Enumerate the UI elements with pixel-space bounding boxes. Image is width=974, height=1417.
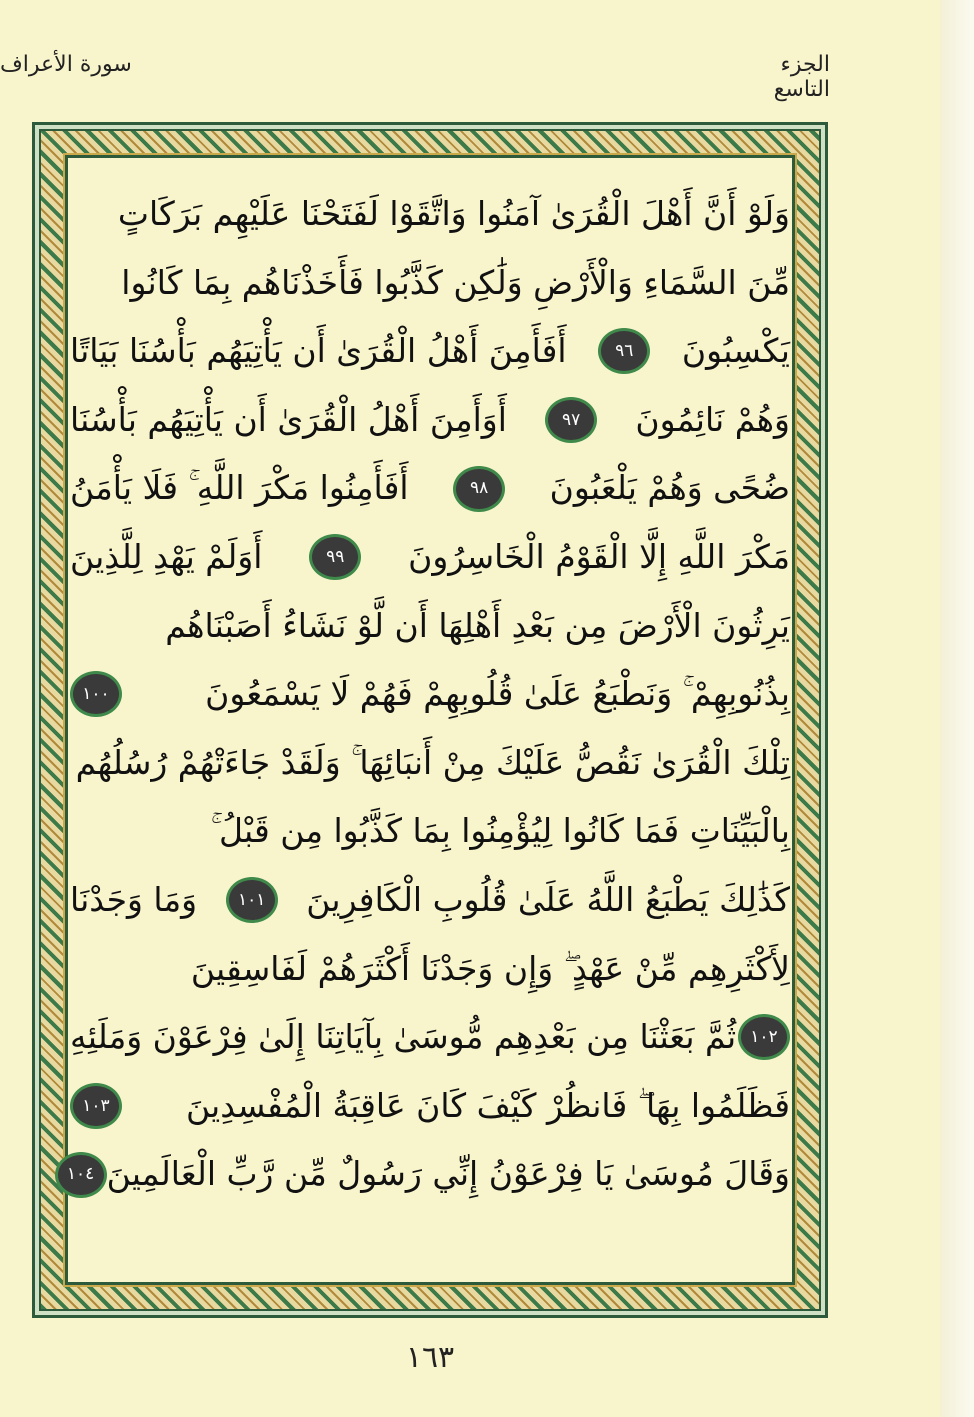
verse-text: أَوَأَمِنَ أَهْلُ الْقُرَىٰ أَن يَأْتِيَهُم بَأْسُنَا <box>70 399 507 439</box>
page-number: ١٦٣ <box>405 1340 455 1375</box>
text-line <box>70 729 790 798</box>
verse-text: يَكْسِبُونَ <box>681 331 790 371</box>
verse-text: وَمَا وَجَدْنَا <box>70 879 198 919</box>
ayah-number-marker: ٩٨ <box>453 466 505 512</box>
text-line <box>66 1140 790 1209</box>
verse-text: بِذُنُوبِهِمْ ۚ وَنَطْبَعُ عَلَىٰ قُلُوبِهِمْ فَهُمْ لَا يَسْمَعُونَ <box>205 674 790 714</box>
text-line <box>70 249 790 318</box>
text-line <box>70 660 790 729</box>
text-line <box>70 523 790 592</box>
verse-text: أَفَأَمِنُوا مَكْرَ اللَّهِ ۚ فَلَا يَأْمَنُ <box>70 468 409 508</box>
surah-header: سورة الأعراف <box>0 52 132 77</box>
ayah-number-marker: ٩٦ <box>598 328 650 374</box>
verse-text: يَرِثُونَ الْأَرْضَ مِن بَعْدِ أَهْلِهَا أَن لَّوْ نَشَاءُ أَصَبْنَاهُم <box>165 605 790 645</box>
ayah-number-marker: ١٠٠ <box>70 671 122 717</box>
text-line <box>70 866 790 935</box>
verse-text: أَوَلَمْ يَهْدِ لِلَّذِينَ <box>70 536 263 576</box>
text-line <box>70 1003 790 1072</box>
verse-text: أَفَأَمِنَ أَهْلُ الْقُرَىٰ أَن يَأْتِيَهُم بَأْسُنَا بَيَاتًا <box>70 331 567 371</box>
verse-text: كَذَٰلِكَ يَطْبَعُ اللَّهُ عَلَىٰ قُلُوبِ الْكَافِرِينَ <box>306 879 790 919</box>
page-edge <box>940 0 974 1417</box>
text-line <box>70 317 790 386</box>
verse-text: فَظَلَمُوا بِهَا ۖ فَانظُرْ كَيْفَ كَانَ عَاقِبَةُ الْمُفْسِدِينَ <box>185 1085 790 1125</box>
verse-text: ثُمَّ بَعَثْنَا مِن بَعْدِهِم مُّوسَىٰ بِآيَاتِنَا إِلَىٰ فِرْعَوْنَ وَمَلَئِهِ <box>70 1017 737 1057</box>
juz-header: الجزء التاسع <box>773 52 830 102</box>
verse-text: مِّنَ السَّمَاءِ وَالْأَرْضِ وَلَٰكِن كَذَّبُوا فَأَخَذْنَاهُم بِمَا كَانُوا <box>121 262 790 302</box>
verse-text: وَهُمْ نَائِمُونَ <box>635 399 790 439</box>
verse-text: ضُحًى وَهُمْ يَلْعَبُونَ <box>549 468 790 508</box>
text-line <box>70 1072 790 1141</box>
text-line <box>70 386 790 455</box>
ayah-number-marker: ١٠١ <box>226 877 278 923</box>
verse-text: وَقَالَ مُوسَىٰ يَا فِرْعَوْنُ إِنِّي رَسُولٌ مِّن رَّبِّ الْعَالَمِينَ <box>106 1154 790 1194</box>
text-line <box>70 797 790 866</box>
text-line <box>70 454 790 523</box>
ayah-number-marker: ١٠٤ <box>55 1152 107 1198</box>
text-line <box>70 935 790 1004</box>
verse-text: تِلْكَ الْقُرَىٰ نَقُصُّ عَلَيْكَ مِنْ أَنبَائِهَا ۚ وَلَقَدْ جَاءَتْهُمْ رُسُلُهُم <box>75 742 790 782</box>
quran-text <box>66 180 790 1209</box>
verse-text: وَلَوْ أَنَّ أَهْلَ الْقُرَىٰ آمَنُوا وَاتَّقَوْا لَفَتَحْنَا عَلَيْهِم بَرَكَاتٍ <box>117 194 790 233</box>
verse-text: لِأَكْثَرِهِم مِّنْ عَهْدٍ ۖ وَإِن وَجَدْنَا أَكْثَرَهُمْ لَفَاسِقِينَ <box>190 948 790 988</box>
text-line <box>70 592 790 661</box>
ayah-number-marker: ١٠٢ <box>738 1014 790 1060</box>
verse-text: بِالْبَيِّنَاتِ فَمَا كَانُوا لِيُؤْمِنُوا بِمَا كَذَّبُوا مِن قَبْلُ ۚ <box>210 811 790 851</box>
ayah-number-marker: ١٠٣ <box>70 1083 122 1129</box>
ayah-number-marker: ٩٩ <box>309 534 361 580</box>
verse-text: مَكْرَ اللَّهِ إِلَّا الْقَوْمُ الْخَاسِرُونَ <box>408 536 790 576</box>
text-line <box>70 180 790 249</box>
ayah-number-marker: ٩٧ <box>545 397 597 443</box>
